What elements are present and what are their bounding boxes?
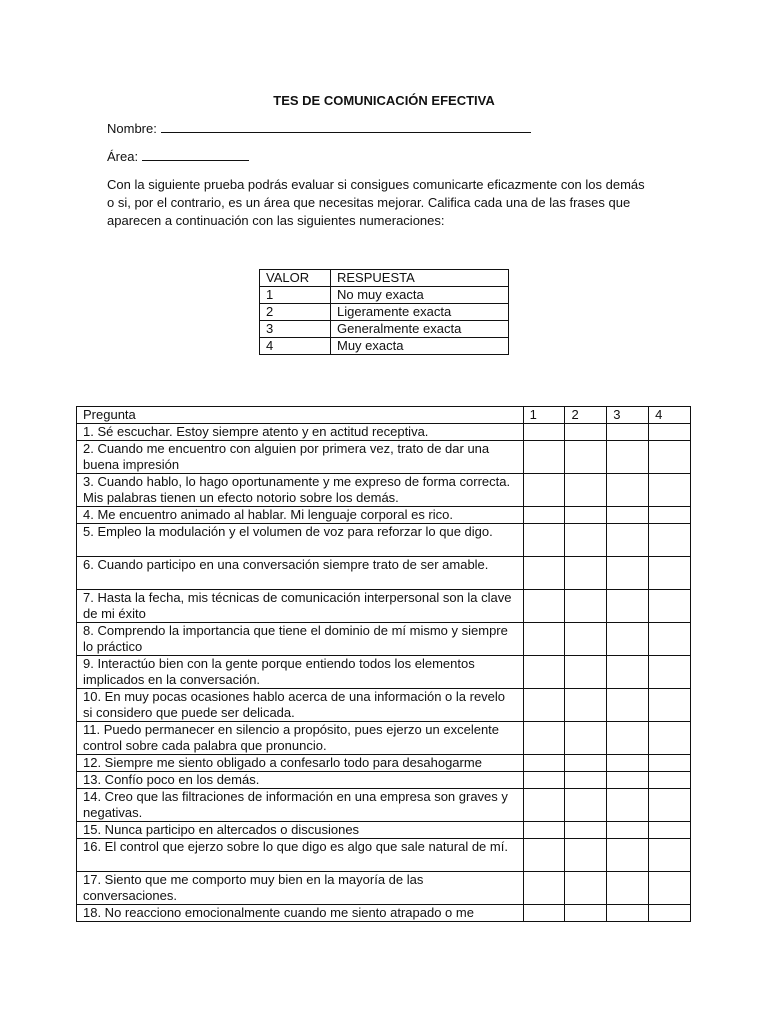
rating-cell-2[interactable] — [565, 557, 607, 590]
rating-cell-3[interactable] — [607, 905, 649, 922]
rating-cell-2[interactable] — [565, 524, 607, 557]
rating-cell-3[interactable] — [607, 441, 649, 474]
rating-cell-3[interactable] — [607, 474, 649, 507]
rating-cell-1[interactable] — [523, 772, 565, 789]
rating-cell-1[interactable] — [523, 839, 565, 872]
rating-cell-3[interactable] — [607, 689, 649, 722]
rating-cell-1[interactable] — [523, 424, 565, 441]
rating-cell-4[interactable] — [649, 590, 691, 623]
rating-cell-1[interactable] — [523, 872, 565, 905]
rating-cell-4[interactable] — [649, 656, 691, 689]
rating-cell-1[interactable] — [523, 822, 565, 839]
rating-cell-3[interactable] — [607, 507, 649, 524]
rating-cell-3[interactable] — [607, 722, 649, 755]
area-field — [107, 148, 249, 164]
questions-header-2: 2 — [565, 407, 607, 424]
table-row — [77, 822, 691, 839]
questions-table — [76, 406, 691, 922]
values-header-respuesta: RESPUESTA — [331, 270, 509, 287]
values-header-valor: VALOR — [260, 270, 331, 287]
table-row — [77, 772, 691, 789]
rating-cell-2[interactable] — [565, 689, 607, 722]
values-cell-respuesta: No muy exacta — [331, 287, 509, 304]
rating-cell-3[interactable] — [607, 656, 649, 689]
rating-cell-4[interactable] — [649, 474, 691, 507]
rating-cell-3[interactable] — [607, 424, 649, 441]
rating-cell-1[interactable] — [523, 689, 565, 722]
question-text: 1. Sé escuchar. Estoy siempre atento y en actitud receptiva. — [77, 424, 524, 441]
values-cell-respuesta: Muy exacta — [331, 338, 509, 355]
question-text: 5. Empleo la modulación y el volumen de voz para reforzar lo que digo. — [77, 524, 524, 557]
rating-cell-1[interactable] — [523, 557, 565, 590]
rating-cell-2[interactable] — [565, 656, 607, 689]
area-label: Área: — [107, 149, 139, 164]
rating-cell-4[interactable] — [649, 557, 691, 590]
rating-cell-4[interactable] — [649, 441, 691, 474]
rating-cell-2[interactable] — [565, 507, 607, 524]
values-cell-valor: 3 — [260, 321, 331, 338]
nombre-blank-line[interactable] — [161, 120, 531, 133]
questions-header-4: 4 — [649, 407, 691, 424]
rating-cell-2[interactable] — [565, 772, 607, 789]
questions-header-row — [77, 407, 691, 424]
rating-cell-2[interactable] — [565, 441, 607, 474]
rating-cell-1[interactable] — [523, 590, 565, 623]
rating-cell-1[interactable] — [523, 755, 565, 772]
values-cell-valor: 1 — [260, 287, 331, 304]
question-text: 13. Confío poco en los demás. — [77, 772, 524, 789]
table-row — [77, 839, 691, 872]
rating-cell-1[interactable] — [523, 474, 565, 507]
rating-cell-2[interactable] — [565, 822, 607, 839]
rating-cell-2[interactable] — [565, 623, 607, 656]
rating-cell-4[interactable] — [649, 424, 691, 441]
rating-cell-4[interactable] — [649, 623, 691, 656]
nombre-label: Nombre: — [107, 121, 157, 136]
rating-cell-4[interactable] — [649, 524, 691, 557]
question-text: 8. Comprendo la importancia que tiene el dominio de mí mismo y siempre lo práctico — [77, 623, 524, 656]
rating-cell-2[interactable] — [565, 905, 607, 922]
table-row — [77, 474, 691, 507]
rating-cell-2[interactable] — [565, 872, 607, 905]
rating-cell-2[interactable] — [565, 722, 607, 755]
table-row — [77, 689, 691, 722]
rating-cell-4[interactable] — [649, 689, 691, 722]
rating-cell-3[interactable] — [607, 755, 649, 772]
question-text: 9. Interactúo bien con la gente porque entiendo todos los elementos implicados en la conversación. — [77, 656, 524, 689]
rating-cell-2[interactable] — [565, 755, 607, 772]
rating-cell-1[interactable] — [523, 722, 565, 755]
rating-cell-1[interactable] — [523, 524, 565, 557]
table-row — [77, 424, 691, 441]
rating-cell-3[interactable] — [607, 872, 649, 905]
question-text: 14. Creo que las filtraciones de información en una empresa son graves y negativas. — [77, 789, 524, 822]
questions-header-pregunta: Pregunta — [77, 407, 524, 424]
rating-cell-3[interactable] — [607, 822, 649, 839]
rating-cell-3[interactable] — [607, 772, 649, 789]
question-text: 15. Nunca participo en altercados o discusiones — [77, 822, 524, 839]
values-table — [259, 269, 509, 355]
values-row — [260, 304, 509, 321]
rating-cell-2[interactable] — [565, 424, 607, 441]
rating-cell-4[interactable] — [649, 507, 691, 524]
question-text: 18. No reacciono emocionalmente cuando me siento atrapado o me — [77, 905, 524, 922]
values-header-row — [260, 270, 509, 287]
intro-paragraph: Con la siguiente prueba podrás evaluar si consigues comunicarte eficazmente con los demás o si, por el contrario, es un área que necesitas mejorar. Califica cada una de las frases que aparecen a continuación con las siguientes numeraciones: — [107, 177, 645, 228]
questions-header-1: 1 — [523, 407, 565, 424]
table-row — [77, 623, 691, 656]
rating-cell-1[interactable] — [523, 623, 565, 656]
rating-cell-3[interactable] — [607, 623, 649, 656]
rating-cell-3[interactable] — [607, 590, 649, 623]
questions-header-3: 3 — [607, 407, 649, 424]
rating-cell-3[interactable] — [607, 524, 649, 557]
document-title: TES DE COMUNICACIÓN EFECTIVA — [273, 93, 495, 108]
rating-cell-4[interactable] — [649, 789, 691, 822]
rating-cell-3[interactable] — [607, 557, 649, 590]
rating-cell-1[interactable] — [523, 656, 565, 689]
question-text: 2. Cuando me encuentro con alguien por primera vez, trato de dar una buena impresión — [77, 441, 524, 474]
rating-cell-4[interactable] — [649, 755, 691, 772]
table-row — [77, 507, 691, 524]
rating-cell-1[interactable] — [523, 905, 565, 922]
values-cell-respuesta: Ligeramente exacta — [331, 304, 509, 321]
question-text: 17. Siento que me comporto muy bien en la mayoría de las conversaciones. — [77, 872, 524, 905]
rating-cell-4[interactable] — [649, 905, 691, 922]
values-row — [260, 321, 509, 338]
rating-cell-3[interactable] — [607, 789, 649, 822]
values-cell-valor: 2 — [260, 304, 331, 321]
rating-cell-3[interactable] — [607, 839, 649, 872]
table-row — [77, 590, 691, 623]
nombre-field — [107, 120, 531, 136]
question-text: 6. Cuando participo en una conversación siempre trato de ser amable. — [77, 557, 524, 590]
table-row — [77, 441, 691, 474]
values-cell-respuesta: Generalmente exacta — [331, 321, 509, 338]
rating-cell-2[interactable] — [565, 590, 607, 623]
question-text: 12. Siempre me siento obligado a confesarlo todo para desahogarme — [77, 755, 524, 772]
question-text: 7. Hasta la fecha, mis técnicas de comunicación interpersonal son la clave de mi éxito — [77, 590, 524, 623]
question-text: 4. Me encuentro animado al hablar. Mi lenguaje corporal es rico. — [77, 507, 524, 524]
rating-cell-4[interactable] — [649, 839, 691, 872]
question-text: 10. En muy pocas ocasiones hablo acerca de una información o la revelo si considero que puede ser delicada. — [77, 689, 524, 722]
rating-cell-2[interactable] — [565, 789, 607, 822]
area-blank-line[interactable] — [142, 148, 249, 161]
table-row — [77, 755, 691, 772]
table-row — [77, 905, 691, 922]
table-row — [77, 789, 691, 822]
question-text: 16. El control que ejerzo sobre lo que digo es algo que sale natural de mí. — [77, 839, 524, 872]
rating-cell-2[interactable] — [565, 839, 607, 872]
table-row — [77, 872, 691, 905]
rating-cell-4[interactable] — [649, 772, 691, 789]
values-row — [260, 338, 509, 355]
rating-cell-1[interactable] — [523, 789, 565, 822]
table-row — [77, 722, 691, 755]
rating-cell-4[interactable] — [649, 872, 691, 905]
rating-cell-1[interactable] — [523, 507, 565, 524]
rating-cell-4[interactable] — [649, 822, 691, 839]
values-cell-valor: 4 — [260, 338, 331, 355]
table-row — [77, 557, 691, 590]
table-row — [77, 656, 691, 689]
values-row — [260, 287, 509, 304]
question-text: 3. Cuando hablo, lo hago oportunamente y me expreso de forma correcta. Mis palabras tienen un efecto notorio sobre los demás. — [77, 474, 524, 507]
rating-cell-2[interactable] — [565, 474, 607, 507]
question-text: 11. Puedo permanecer en silencio a propósito, pues ejerzo un excelente control sobre cada palabra que pronuncio. — [77, 722, 524, 755]
table-row — [77, 524, 691, 557]
rating-cell-4[interactable] — [649, 722, 691, 755]
rating-cell-1[interactable] — [523, 441, 565, 474]
